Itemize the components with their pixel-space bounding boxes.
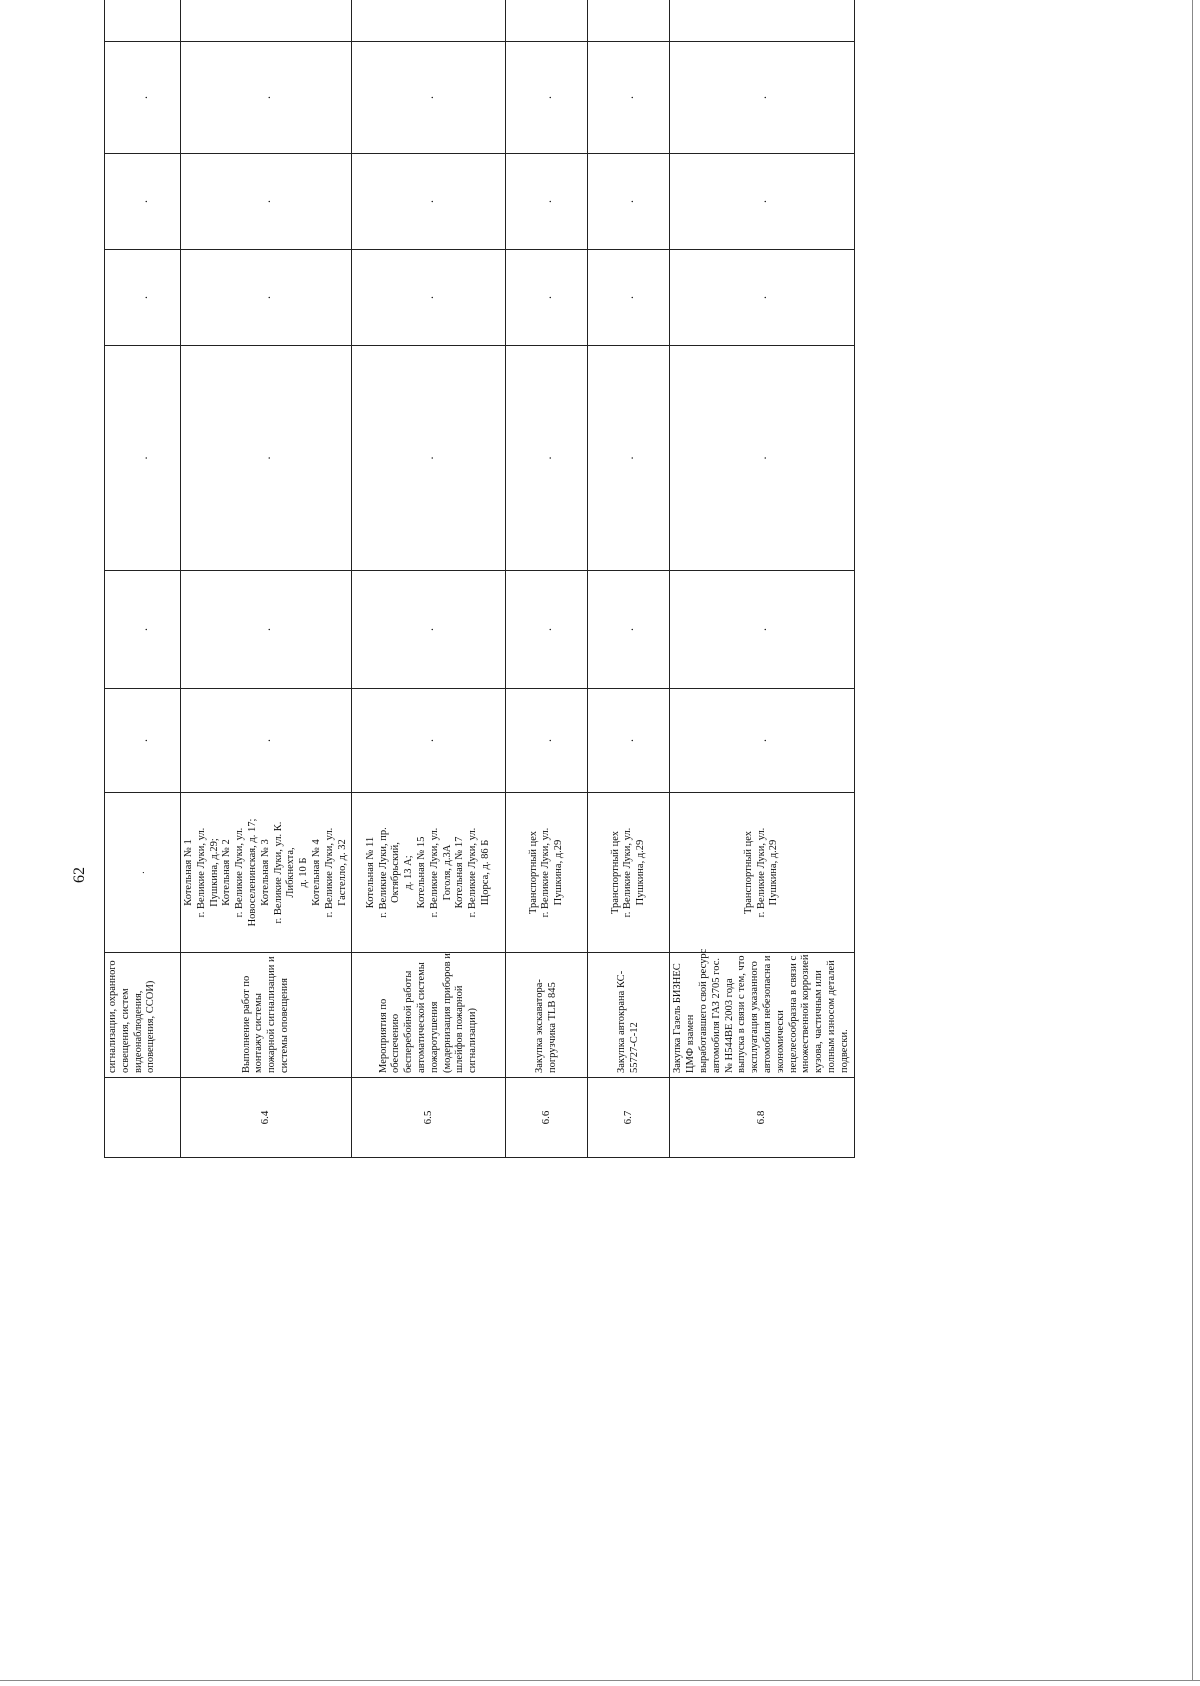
name-line: пожаротушения [428, 1001, 440, 1073]
value-cell: . [181, 571, 352, 689]
value-cell: . [588, 154, 670, 250]
row-number-cell: 6.4 [181, 1078, 352, 1158]
location-line: Котельная № 17 [454, 836, 466, 909]
value-cell: . [506, 154, 588, 250]
row-number-cell: 6.7 [588, 1078, 670, 1158]
location-line: Транспортный цех [742, 830, 754, 915]
value-cell: . [352, 689, 506, 793]
partial-name-line: видеонаблюдения, [132, 990, 144, 1073]
location-line: Щорса, д. 86 Б [480, 839, 492, 906]
scan-edge-bottom [0, 1680, 1200, 1681]
name-line: № Н544ВЕ 2003 года [723, 978, 735, 1073]
name-line: (модернизация приборов и [441, 953, 453, 1073]
value-cell: . [506, 346, 588, 571]
table-row [506, 0, 588, 1158]
name-line: системы оповещения [278, 977, 290, 1073]
partial-name-line: освещения, систем [119, 988, 131, 1073]
location-line: Октябрьский, [390, 842, 402, 903]
table-row [670, 0, 854, 1158]
location-line: Новоселенинская, д. 17; [246, 818, 258, 927]
row-name-cell [588, 953, 670, 1078]
location-line: Котельная № 15 [416, 836, 428, 909]
row-location-cell [181, 793, 352, 953]
value-cell: . [670, 346, 854, 571]
value-cell: . [670, 571, 854, 689]
location-line: Котельная № 1 [183, 839, 194, 906]
name-line: Выполнение работ по [240, 975, 252, 1073]
row-name-cell [506, 953, 588, 1078]
name-line: нецелесообразна в связи с [787, 955, 799, 1073]
location-line: Транспортный цех [609, 830, 621, 915]
name-line: множественной коррозией [800, 954, 812, 1073]
table-row [352, 0, 506, 1158]
value-cell: . [352, 571, 506, 689]
value-cell: . [352, 346, 506, 571]
row-location-cell [506, 793, 588, 953]
location-line: Пушкина, д.29 [635, 839, 647, 906]
value-cell: . [670, 42, 854, 154]
location-line: Гастелло, д. 32 [336, 839, 348, 906]
name-line: обеспечению [390, 1013, 402, 1073]
value-cell: . [588, 42, 670, 154]
value-cell: . [506, 571, 588, 689]
budget-table [104, 0, 855, 1158]
name-line: бесперебойной работы [403, 970, 415, 1073]
row-name-cell [352, 953, 506, 1078]
value-cell: . [670, 250, 854, 346]
location-line: г. Великие Луки, ул. [323, 827, 335, 918]
location-line: Либкнехта, [285, 847, 297, 898]
name-line: подвески. [838, 1029, 850, 1073]
location-line: г. Великие Луки, ул. [195, 827, 207, 918]
value-cell: . [181, 42, 352, 154]
row-name-cell [670, 948, 854, 1078]
value-cell: . [181, 689, 352, 793]
location-line: Котельная № 4 [310, 839, 322, 906]
value-cell: . [588, 689, 670, 793]
value-cell: . [105, 689, 181, 793]
value-cell: . [588, 346, 670, 571]
row-location-cell: . [105, 793, 181, 953]
row-number-cell: 6.8 [670, 1078, 854, 1158]
page-number: 62 [71, 867, 88, 883]
name-line: выпуска в связи с тем, что [736, 955, 748, 1073]
value-cell: . [670, 154, 854, 250]
name-line: экономически [774, 1010, 786, 1073]
location-line: Пушкина, д.29 [553, 839, 565, 906]
name-line: Мероприятия по [377, 998, 389, 1073]
name-line: шлейфов пожарной [454, 985, 466, 1073]
name-line: Закупка автокрана КС- [616, 970, 628, 1073]
location-line: г. Великие Луки, ул. [540, 827, 552, 918]
location-line: Котельная № 2 [221, 839, 233, 906]
name-line: кузова, частичным или [813, 970, 825, 1073]
name-line: монтажу системы [253, 993, 265, 1073]
partial-name-line: сигнализации, охранного [107, 960, 118, 1073]
name-line: выработавшего свой ресурс [697, 948, 709, 1073]
value-cell: . [352, 154, 506, 250]
name-line: автомобиля небезопасна и [761, 955, 773, 1073]
row-location-cell [352, 793, 506, 953]
value-cell: . [181, 154, 352, 250]
value-cell: . [105, 346, 181, 571]
row-number-cell: 6.6 [506, 1078, 588, 1158]
value-cell: . [105, 154, 181, 250]
table-row [588, 0, 670, 1158]
location-line: Пушкина, д.29 [768, 839, 780, 906]
name-line: сигнализации) [467, 1008, 479, 1073]
row-name-cell [181, 953, 352, 1078]
row-location-cell [670, 793, 854, 953]
value-cell [588, 0, 670, 42]
value-cell: . [105, 250, 181, 346]
row-name-cell [105, 953, 181, 1078]
row-number-cell: 6.5 [352, 1078, 506, 1158]
value-cell [181, 0, 352, 42]
value-cell: . [588, 250, 670, 346]
value-cell: . [670, 689, 854, 793]
location-line: г. Великие Луки, ул. [234, 827, 246, 918]
location-line: г. Великие Луки, ул. К. [272, 821, 284, 924]
value-cell: . [506, 689, 588, 793]
table-body [105, 0, 855, 1158]
table-row-partial [105, 0, 181, 1158]
location-line: г. Великие Луки, ул. [622, 827, 634, 918]
rotated-table-area [104, 30, 1200, 1158]
location-line: г. Великие Луки, пр. [377, 827, 389, 918]
value-cell: . [506, 250, 588, 346]
value-cell: . [352, 250, 506, 346]
name-line: полным износом деталей [825, 960, 837, 1073]
name-line: автомобиля ГАЗ 2705 гос. [710, 957, 722, 1073]
location-line: Пушкина, д.29; [208, 838, 220, 907]
location-line: Котельная № 3 [259, 839, 271, 906]
value-cell [670, 0, 854, 42]
name-line: Закупка Газель БИЗНЕС [672, 963, 684, 1073]
location-line: г. Великие Луки, ул. [428, 827, 440, 918]
table-row [181, 0, 352, 1158]
value-cell: . [181, 346, 352, 571]
row-location-cell [588, 793, 670, 953]
location-line: д. 10 Б [298, 857, 310, 888]
value-cell: . [181, 250, 352, 346]
value-cell: . [506, 42, 588, 154]
location-line: г. Великие Луки, ул. [467, 827, 479, 918]
name-line: автоматической системы [416, 962, 428, 1073]
value-cell [352, 0, 506, 42]
name-line: эксплуатация указанного [749, 961, 761, 1073]
location-line: д. 13 А; [403, 855, 415, 890]
name-line: Закупка экскаватора- [534, 979, 546, 1073]
name-line: 55727-С-12 [628, 1022, 640, 1073]
name-line: пожарной сигнализации и [266, 956, 278, 1073]
value-cell [105, 0, 181, 42]
scan-edge-right [1192, 0, 1193, 1680]
location-line: Транспортный цех [527, 830, 539, 915]
location-line: г. Великие Луки, ул. [755, 827, 767, 918]
name-line: погрузчика TLB 845 [546, 982, 558, 1073]
value-cell: . [588, 571, 670, 689]
row-number-cell [105, 1078, 181, 1158]
partial-name-line: оповещения, СCОИ) [145, 980, 157, 1073]
location-line: Гоголя, д.3А [441, 844, 453, 901]
value-cell: . [105, 42, 181, 154]
value-cell [506, 0, 588, 42]
value-cell: . [105, 571, 181, 689]
value-cell: . [352, 42, 506, 154]
name-line: ЦМФ взамен [685, 1014, 697, 1073]
location-line: Котельная № 11 [364, 836, 376, 909]
